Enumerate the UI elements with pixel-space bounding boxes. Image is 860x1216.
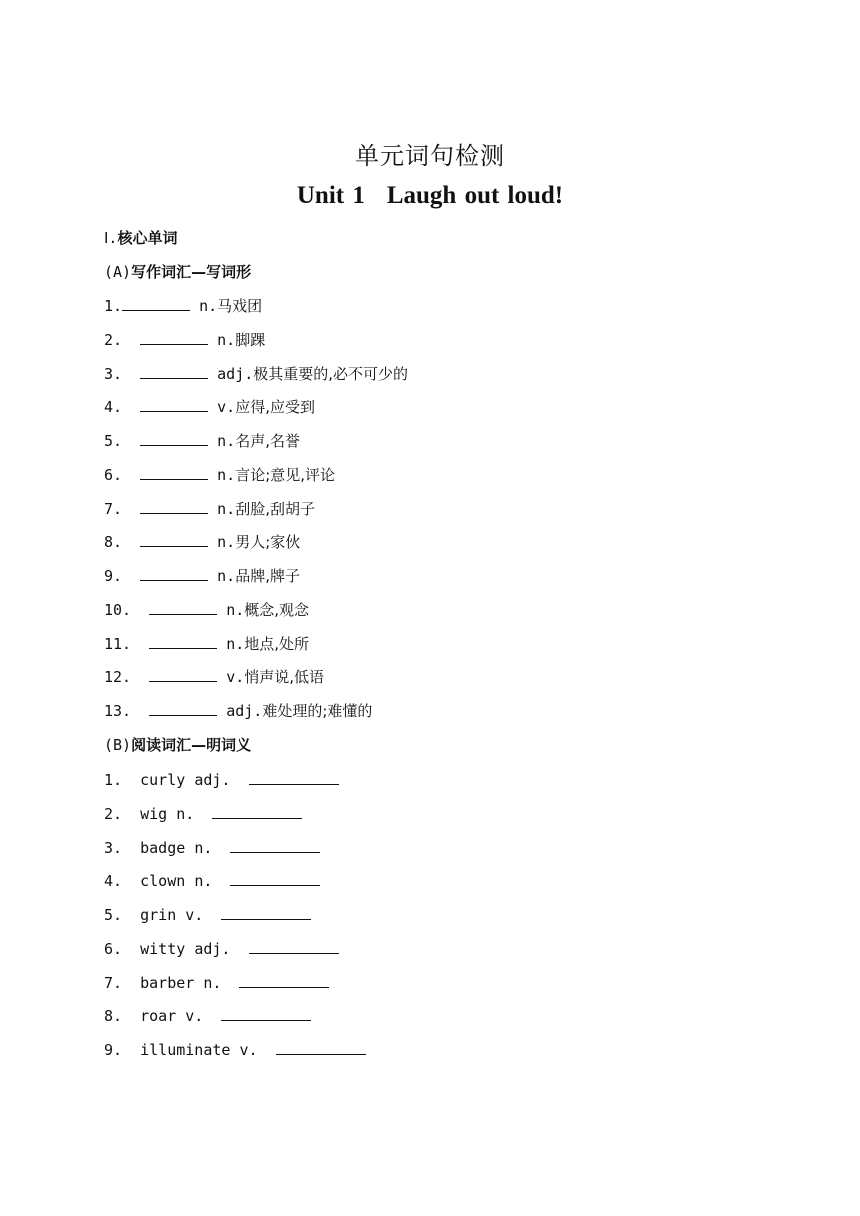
- part-a-item: [104, 431, 300, 450]
- answer-blank[interactable]: [140, 465, 208, 480]
- part-of-speech: n.: [203, 973, 222, 992]
- answer-blank[interactable]: [140, 532, 208, 547]
- part-a-item: [104, 600, 309, 619]
- part-b-item: [104, 871, 320, 890]
- part-a-item: [104, 397, 315, 416]
- part-b-item: [104, 770, 339, 789]
- english-word: curly: [140, 771, 186, 789]
- part-b-label: 阅读词汇—明词义: [131, 736, 252, 754]
- answer-blank[interactable]: [221, 1006, 311, 1021]
- section-prefix: Ⅰ.: [104, 229, 118, 247]
- item-number: 1.: [104, 771, 123, 789]
- item-number: 10.: [104, 600, 132, 619]
- answer-blank[interactable]: [239, 973, 329, 988]
- chinese-meaning: 难处理的;难懂的: [262, 702, 373, 720]
- english-word: grin: [140, 906, 177, 924]
- part-a-item: [104, 330, 265, 349]
- chinese-meaning: 刮脸,刮胡子: [235, 499, 315, 518]
- item-number: 12.: [104, 668, 132, 687]
- chinese-meaning: 男人;家伙: [235, 533, 301, 552]
- chinese-meaning: 地点,处所: [244, 634, 310, 653]
- item-number: 4.: [104, 872, 123, 891]
- item-number: 1.: [104, 297, 123, 315]
- part-b-item: [104, 804, 302, 823]
- part-of-speech: adj.: [217, 364, 254, 383]
- item-number: 5.: [104, 906, 123, 924]
- answer-blank[interactable]: [140, 330, 208, 345]
- part-b-item: [104, 939, 339, 958]
- part-b-item: [104, 838, 320, 857]
- english-word: roar: [140, 1007, 177, 1026]
- part-of-speech: n.: [217, 499, 236, 518]
- chinese-meaning: 应得,应受到: [235, 398, 315, 417]
- answer-blank[interactable]: [230, 871, 320, 886]
- part-of-speech: adj.: [194, 771, 231, 789]
- item-number: 3.: [104, 364, 123, 383]
- part-b-prefix: (B): [104, 736, 132, 754]
- part-of-speech: n.: [226, 634, 245, 653]
- answer-blank[interactable]: [249, 939, 339, 954]
- part-b-item: [104, 1040, 366, 1059]
- chinese-meaning: 悄声说,低语: [244, 668, 325, 687]
- answer-blank[interactable]: [140, 499, 208, 514]
- english-word: badge: [140, 838, 186, 857]
- english-word: witty: [140, 939, 186, 958]
- part-a-item: [104, 566, 300, 585]
- part-a-item: [104, 667, 324, 686]
- item-number: 7.: [104, 973, 123, 992]
- chinese-meaning: 马戏团: [217, 297, 263, 315]
- unit-topic: Laugh out loud!: [386, 182, 564, 209]
- part-a-item: [104, 465, 335, 484]
- answer-blank[interactable]: [149, 701, 217, 716]
- part-of-speech: n.: [176, 804, 195, 823]
- english-word: clown: [140, 872, 186, 891]
- answer-blank[interactable]: [140, 397, 208, 412]
- item-number: 9.: [104, 567, 123, 585]
- answer-blank[interactable]: [140, 364, 208, 379]
- chinese-meaning: 极其重要的,必不可少的: [253, 364, 409, 383]
- part-of-speech: v.: [217, 398, 236, 417]
- part-a-heading: [104, 263, 251, 281]
- answer-blank[interactable]: [249, 770, 339, 785]
- english-word: wig: [140, 804, 168, 823]
- item-number: 3.: [104, 838, 123, 857]
- item-number: 2.: [104, 330, 123, 349]
- part-of-speech: adj.: [226, 702, 263, 720]
- answer-blank[interactable]: [221, 905, 311, 920]
- part-b-item: [104, 1006, 311, 1025]
- chinese-meaning: 言论;意见,评论: [235, 465, 336, 484]
- part-of-speech: n.: [217, 567, 236, 585]
- item-number: 5.: [104, 432, 123, 450]
- answer-blank[interactable]: [149, 667, 217, 682]
- part-a-item: [104, 296, 262, 315]
- part-of-speech: n.: [217, 465, 236, 484]
- answer-blank[interactable]: [122, 296, 190, 311]
- item-number: 2.: [104, 804, 123, 823]
- page-title-cn: 单元词句检测: [355, 142, 505, 170]
- part-b-item: [104, 973, 329, 992]
- part-a-item: [104, 634, 309, 653]
- unit-label: Unit 1: [296, 182, 365, 209]
- part-a-item: [104, 364, 408, 383]
- item-number: 11.: [104, 634, 132, 653]
- answer-blank[interactable]: [140, 566, 208, 581]
- part-of-speech: n.: [194, 838, 213, 857]
- part-of-speech: v.: [185, 1007, 204, 1026]
- answer-blank[interactable]: [212, 804, 302, 819]
- answer-blank[interactable]: [149, 634, 217, 649]
- part-a-item: [104, 532, 300, 551]
- part-of-speech: n.: [217, 432, 236, 450]
- item-number: 6.: [104, 939, 123, 958]
- answer-blank[interactable]: [149, 600, 217, 615]
- page-title-en: [0, 182, 860, 210]
- part-of-speech: n.: [217, 330, 236, 349]
- english-word: barber: [140, 973, 195, 992]
- part-of-speech: n.: [194, 872, 213, 891]
- answer-blank[interactable]: [276, 1040, 366, 1055]
- part-a-item: [104, 499, 315, 518]
- part-of-speech: n.: [199, 297, 218, 315]
- part-of-speech: v.: [226, 668, 245, 687]
- chinese-meaning: 品牌,牌子: [235, 567, 300, 585]
- part-a-prefix: (A): [104, 263, 132, 281]
- item-number: 13.: [104, 702, 132, 720]
- part-of-speech: v.: [239, 1041, 258, 1059]
- part-of-speech: n.: [217, 533, 236, 552]
- answer-blank[interactable]: [230, 838, 320, 853]
- part-a-label: 写作词汇—写词形: [131, 263, 252, 281]
- item-number: 4.: [104, 398, 123, 417]
- section-label: 核心单词: [117, 229, 178, 247]
- part-of-speech: adj.: [194, 939, 231, 958]
- chinese-meaning: 概念,观念: [244, 600, 310, 619]
- part-of-speech: v.: [185, 906, 204, 924]
- item-number: 9.: [104, 1041, 123, 1059]
- item-number: 6.: [104, 465, 123, 484]
- item-number: 7.: [104, 499, 123, 518]
- part-b-item: [104, 905, 311, 924]
- answer-blank[interactable]: [140, 431, 208, 446]
- chinese-meaning: 名声,名誉: [235, 432, 300, 450]
- section-heading-core-words: [104, 229, 177, 247]
- part-a-item: [104, 701, 372, 720]
- item-number: 8.: [104, 533, 123, 552]
- item-number: 8.: [104, 1007, 123, 1026]
- english-word: illuminate: [140, 1041, 231, 1059]
- chinese-meaning: 脚踝: [235, 330, 266, 349]
- part-b-heading: [104, 736, 251, 754]
- part-of-speech: n.: [226, 600, 245, 619]
